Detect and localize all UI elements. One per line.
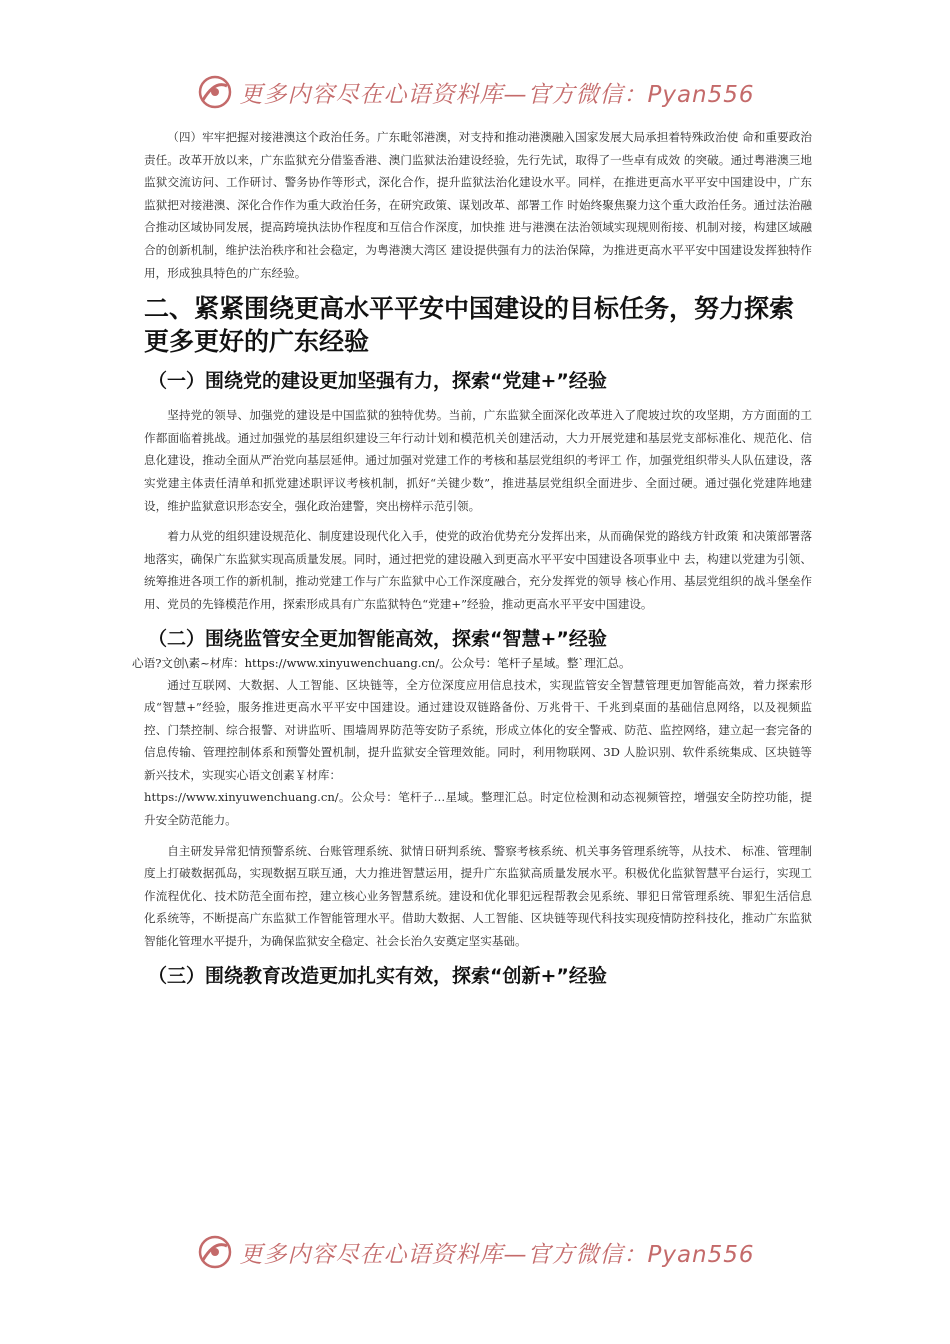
brand-logo-icon bbox=[195, 72, 235, 112]
watermark-text: 更多内容尽在心语资料库—官方微信：Pyan556 bbox=[239, 1241, 755, 1268]
section-heading: 二、紧紧围绕更高水平平安中国建设的目标任务，努力探索更多更好的广东经验 bbox=[144, 294, 795, 357]
subsection-heading: （二）围绕监管安全更加智能高效，探索“智慧+”经验 bbox=[148, 627, 607, 650]
paragraph: 通过互联网、大数据、人工智能、区块链等，全方位深度应用信息技术，实现监管安全智慧管理更加智能高效，着力探索形成“智慧+”经验，服务推进更高水平平安中国建设。通过建设双链路备份、万兆骨干、千兆到桌面的基础信息网络，以及视频监控、门禁控制、综合报警、对讲监听、围墙周界防范等安防子系统，形成立体化的安全警戒、防范、监控网络，建立起一套完备的信息传输、管理控制体系和预警处置机制，提升监狱安全管理效能。同时，利用物联网、3D 人脸识别、软件系统集成、区块链等新兴技术，实现实心语文创素￥材库： bbox=[144, 677, 812, 782]
paragraph: 自主研发异常犯情预警系统、台账管理系统、狱情日研判系统、警察考核系统、机关事务管理系统等，从技术、 标准、管理制度上打破数据孤岛，实现数据互联互通，大力推进智慧运用，提升广东监狱高质量发展水平。积极优化监狱智慧平台运行，实现工作流程优化、技术防范全面布控，建立核心业务智慧系统。建设和优化罪犯远程帮教会见系统、罪犯日常管理系统、罪犯生活信息化系统等，不断提高广东监狱工作智能管理水平。借助大数据、人工智能、区块链等现代科技实现疫情防控科技化，推动广东监狱智能化管理水平提升，为确保监狱安全稳定、社会长治久安奠定坚实基础。 bbox=[144, 843, 812, 949]
subsection-heading: （三）围绕教育改造更加扎实有效，探索“创新+”经验 bbox=[148, 964, 607, 987]
subsection-heading: （一）围绕党的建设更加坚强有力，探索“党建+”经验 bbox=[148, 370, 607, 393]
watermark-text: 更多内容尽在心语资料库—官方微信：Pyan556 bbox=[239, 81, 755, 108]
paragraph: 着力从党的组织建设规范化、制度建设现代化入手，使党的政治优势充分发挥出来，从而确保党的路线方针政策 和决策部署落地落实，确保广东监狱实现高质量发展。同时，通过把党的建设融入到更高水平平安中国建设各项事业中 去，构建以党建为引领、统筹推进各项工作的新机制，推动党建工作与广东监狱中心工作深度融合，充分发挥党的领导 核心作用、基层党组织的战斗堡垒作用、党员的先锋模范作用，探索形成具有广东监狱特色“党建+”经验，推动更高水平平安中国建设。 bbox=[144, 529, 812, 611]
paragraph: 坚持党的领导、加强党的建设是中国监狱的独特优势。当前，广东监狱全面深化改革进入了爬坡过坎的攻坚期，方方面面的工作都面临着挑战。通过加强党的基层组织建设三年行动计划和模范机关创建活动，大力开展党建和基层党支部标准化、规范化、信息化建设，推动全面从严治党向基层延伸。通过加强对党建工作的考核和基层党组织的考评工 作，加强党组织带头人队伍建设，落实党建主体责任清单和抓党建述职评议考核机制，抓好“关键少数”，推进基层党组织全面进步、全面过硬。通过强化党建阵地建设，维护监狱意识形态安全，强化政治建警，突出榜样示范引领。 bbox=[144, 408, 812, 513]
paragraph: https://www.xinyuwenchuang.cn/。公众号：笔杆子…星域。整理汇总。时定位检测和动态视频管控，增强安全防控功能，提升安全防范能力。 bbox=[144, 790, 812, 828]
watermark-overlay-line: 心语?文创\素~材库：https://www.xinyuwenchuang.cn/。公众号：笔杆子星域。整`理汇总。 bbox=[132, 655, 631, 670]
paragraph: （四）牢牢把握对接港澳这个政治任务。广东毗邻港澳，对支持和推动港澳融入国家发展大局承担着特殊政治使 命和重要政治责任。改革开放以来，广东监狱充分借鉴香港、澳门监狱法治建设经验，先行先试，取得了一些卓有成效 的突破。通过粤港澳三地监狱交流访问、工作研讨、警务协作等形式，深化合作，提升监狱法治化建设水平。同样，在推进更高水平平安中国建设中，广东监狱把对接港澳、深化合作作为重大政治任务，在研究政策、谋划改革、部署工作 时始终聚焦聚力这个重大政治任务。通过法治融合推动区域协同发展，提高跨境执法协作程度和互信合作深度，加快推 进与港澳在法治领域实现规则衔接、机制对接，构建区域融合的创新机制，维护法治秩序和社会稳定，为粤港澳大湾区 建设提供强有力的法治保障，为推进更高水平平安中国建设发挥独特作用，形成独具特色的广东经验。 bbox=[144, 130, 812, 280]
header-watermark-banner bbox=[0, 70, 950, 114]
footer-watermark-banner bbox=[0, 1230, 950, 1274]
brand-logo-icon bbox=[195, 1232, 235, 1272]
document-body bbox=[132, 126, 812, 999]
